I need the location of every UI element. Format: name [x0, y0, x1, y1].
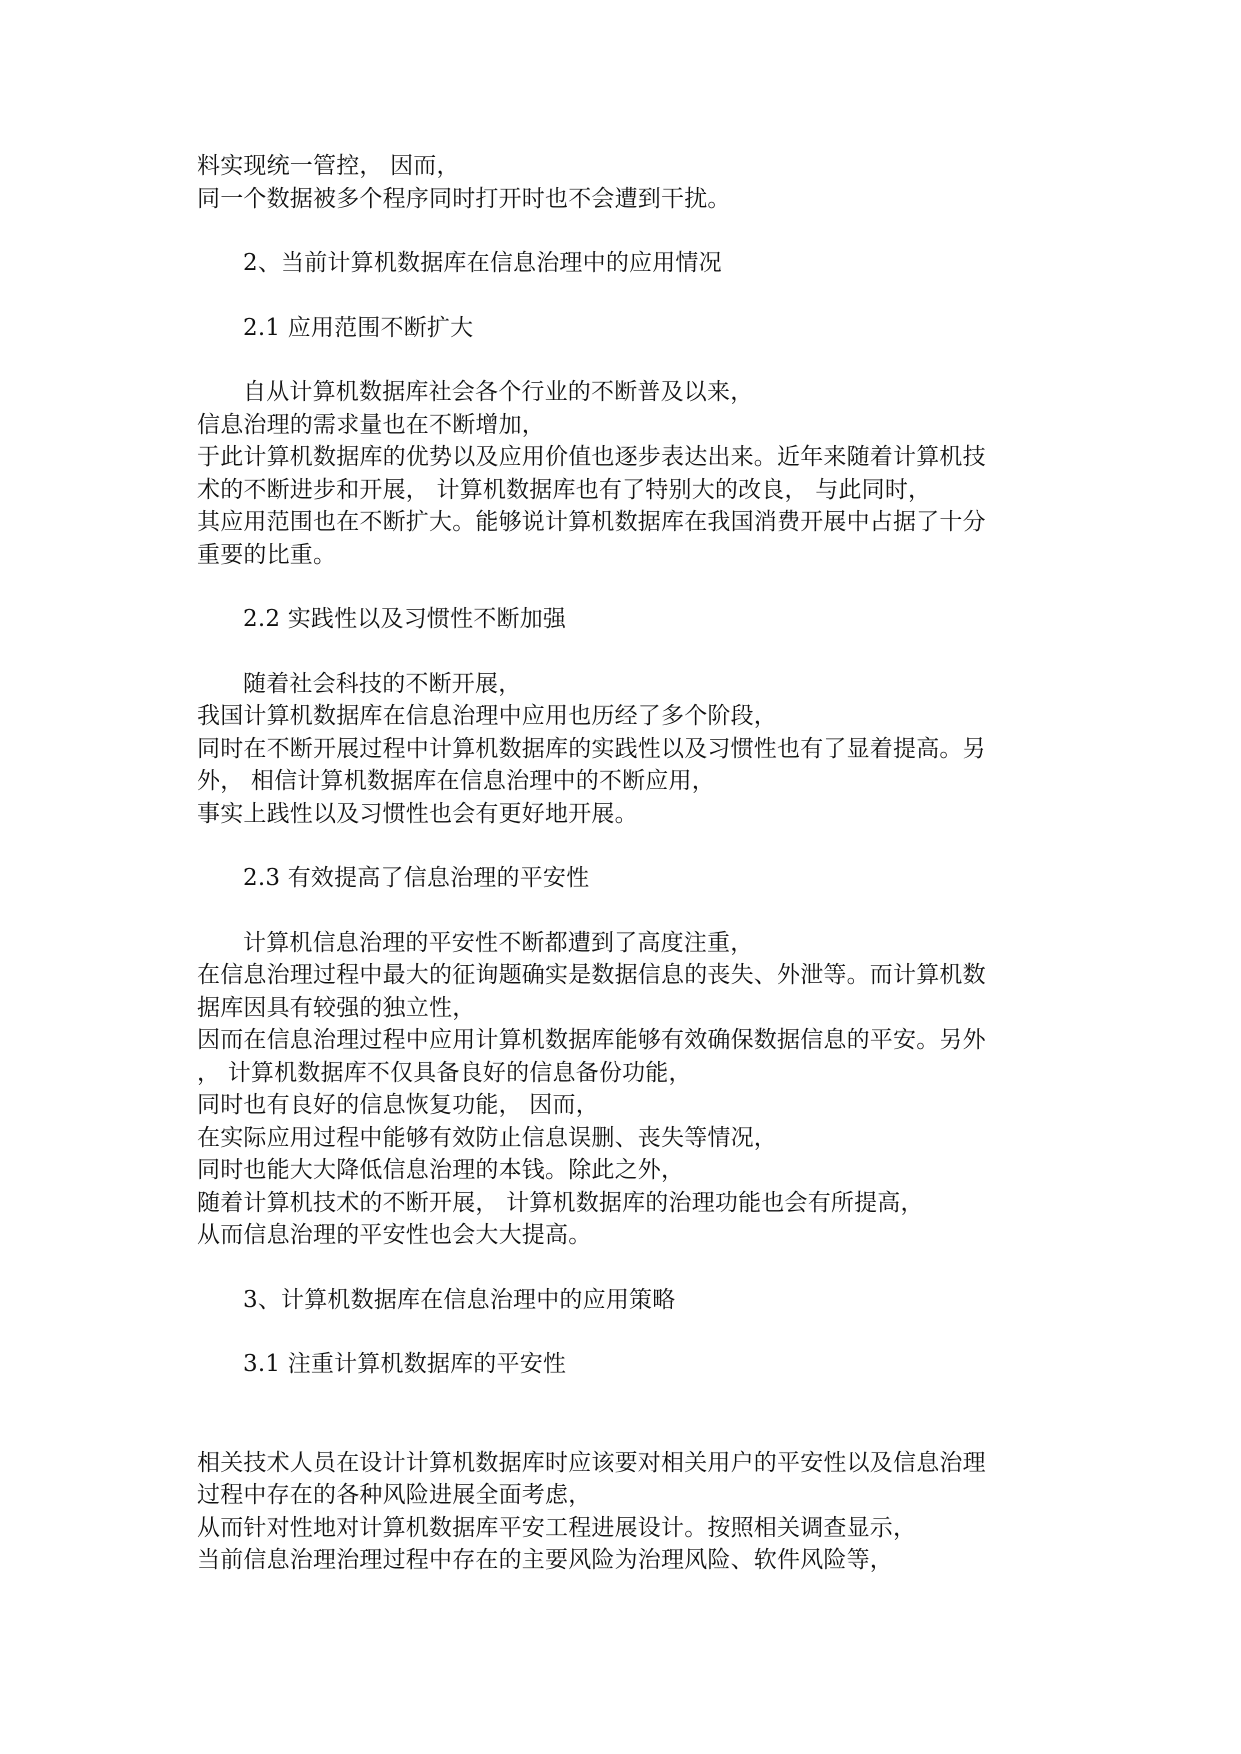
text-line: 重要的比重。 [197, 541, 337, 568]
text-line: 于此计算机数据库的优势以及应用价值也逐步表达出来。近年来随着计算机技 [197, 444, 986, 470]
text-line: 同时也有良好的信息恢复功能， 因而， [197, 1092, 599, 1118]
text-line: 料实现统一管控， 因而， [197, 153, 460, 179]
text-line: 计算机信息治理的平安性不断都遭到了高度注重， [243, 929, 754, 956]
text-line: 同时在不断开展过程中计算机数据库的实践性以及习惯性也有了显着提高。另 [197, 735, 986, 762]
subsection-heading: 2.1 应用范围不断扩大 [243, 314, 474, 341]
text-line: 我国计算机数据库在信息治理中应用也历经了多个阶段， [197, 703, 777, 729]
text-line: 自从计算机数据库社会各个行业的不断普及以来， [243, 379, 754, 405]
text-line: 同时也能大大降低信息治理的本钱。除此之外， [197, 1157, 685, 1183]
text-line: ， 计算机数据库不仅具备良好的信息备份功能， [197, 1059, 692, 1086]
section-heading: 3、计算机数据库在信息治理中的应用策略 [243, 1286, 676, 1313]
subsection-heading: 2.3 有效提高了信息治理的平安性 [243, 865, 590, 891]
text-line: 从而针对性地对计算机数据库平安工程进展设计。按照相关调查显示， [197, 1514, 917, 1541]
text-line: 外， 相信计算机数据库在信息治理中的不断应用， [197, 768, 715, 794]
text-line: 在实际应用过程中能够有效防止信息误删、丧失等情况， [197, 1124, 777, 1151]
text-line: 在信息治理过程中最大的征询题确实是数据信息的丧失、外泄等。而计算机数 [197, 962, 986, 988]
text-line: 从而信息治理的平安性也会大大提高。 [197, 1222, 592, 1248]
paragraph [197, 668, 1057, 831]
document-body [197, 150, 1057, 1577]
text-line: 随着计算机技术的不断开展， 计算机数据库的治理功能也会有所提高， [197, 1189, 924, 1216]
paragraph [197, 1447, 1057, 1577]
text-line: 因而在信息治理过程中应用计算机数据库能够有效确保数据信息的平安。另外 [197, 1027, 986, 1053]
section-heading: 2、当前计算机数据库在信息治理中的应用情况 [243, 250, 722, 276]
text-line: 相关技术人员在设计计算机数据库时应该要对相关用户的平安性以及信息治理 [197, 1449, 986, 1476]
text-line: 术的不断进步和开展， 计算机数据库也有了特别大的改良， 与此同时， [197, 476, 932, 503]
text-line: 其应用范围也在不断扩大。能够说计算机数据库在我国消费开展中占据了十分 [197, 509, 986, 535]
paragraph [197, 376, 1057, 571]
text-line: 随着社会科技的不断开展， [243, 670, 522, 697]
subsection-heading: 2.2 实践性以及习惯性不断加强 [243, 606, 567, 632]
text-line: 过程中存在的各种风险进展全面考虑， [197, 1482, 592, 1508]
text-line: 信息治理的需求量也在不断增加， [197, 411, 545, 438]
text-line: 事实上践性以及习惯性也会有更好地开展。 [197, 800, 638, 827]
text-line: 当前信息治理治理过程中存在的主要风险为治理风险、软件风险等， [197, 1547, 893, 1573]
text-line: 同一个数据被多个程序同时打开时也不会遭到干扰。 [197, 185, 731, 212]
text-line: 据库因具有较强的独立性， [197, 994, 476, 1021]
subsection-heading: 3.1 注重计算机数据库的平安性 [243, 1351, 567, 1377]
paragraph-continued [197, 150, 1057, 215]
paragraph [197, 927, 1057, 1252]
